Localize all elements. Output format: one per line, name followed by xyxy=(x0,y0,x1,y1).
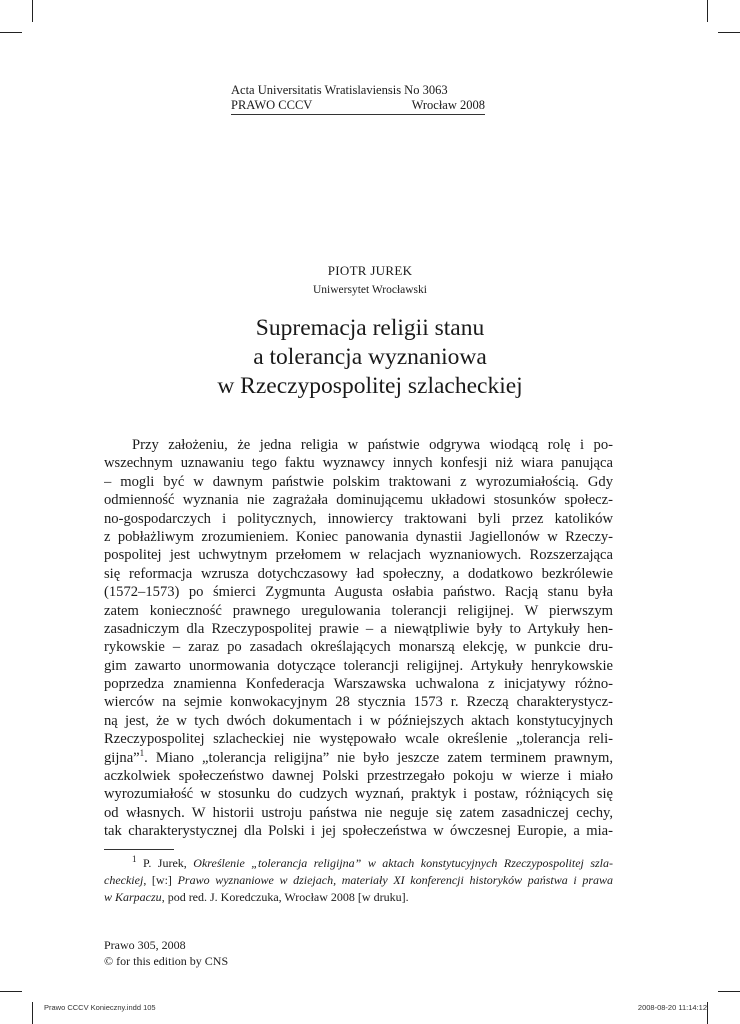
body-line: wierców na sejmie konwokacyjnym 28 stycznia 1573 r. Rzeczą charakterystycz- xyxy=(104,694,613,711)
body-line: zasadniczym dla Rzeczypospolitej prawie – a niewątpliwie były to Artykuły hen- xyxy=(104,620,613,637)
author-name: PIOTR JUREK xyxy=(327,263,413,278)
footnote-book: Prawo wyznaniowe w dziejach, materiały XI konferencji historyków państwa i prawa xyxy=(177,873,613,887)
series-name: PRAWO CCCV xyxy=(231,98,313,112)
running-header xyxy=(231,83,485,113)
crop-mark xyxy=(718,991,740,992)
footnote-author: P. Jurek, xyxy=(142,856,187,870)
footnote-line xyxy=(104,889,613,906)
body-line: od własnych. W historii ustroju państwa nie neguje się zatem zasadniczej cechy, xyxy=(104,804,613,821)
article-title xyxy=(0,314,740,401)
crop-mark xyxy=(707,0,708,22)
body-line: gim zawarto unormowania dotyczące tolerancji religijnej. Artykuły henrykowskie xyxy=(104,657,613,674)
title-line: a tolerancja wyznaniowa xyxy=(253,344,487,370)
footnote-reference[interactable]: 1 xyxy=(139,748,145,758)
crop-mark xyxy=(707,1002,708,1024)
footnote-book-cont: w Karpaczu xyxy=(104,890,162,904)
copyright-line: © for this edition by CNS xyxy=(104,954,229,968)
body-line: z pobłażliwym zrozumieniem. Koniec panowania dynastii Jagiellonów w Rzeczy- xyxy=(104,528,613,545)
place-year: Wrocław 2008 xyxy=(411,98,485,112)
body-line: zatem konieczność prawnego uregulowania tolerancji religijnej. W pierwszym xyxy=(104,602,613,619)
body-line: poprzedza znamienna Konfederacja Warszawska uchwalona z inicjatywy różno- xyxy=(104,676,613,693)
article-body xyxy=(104,436,613,841)
body-line-rest: . Miano „tolerancja religijna” nie było jeszcze zatem terminem prawnym, xyxy=(144,749,613,766)
copyright-block xyxy=(104,937,228,969)
body-line: wszechnym uznawaniu tego faktu wyznawcy innych konfesji niż wiara panująca xyxy=(104,455,613,472)
footnote-title: Określenie „tolerancja religijna” w aktach konstytucyjnych Rzeczypospolitej szla- xyxy=(193,856,614,870)
journal-line xyxy=(231,83,485,98)
journal-name: Acta Universitatis Wratislaviensis No 3063 xyxy=(231,83,448,97)
footnote-in: , [w:] xyxy=(143,873,172,887)
body-line: wyrozumiałość w stosunku do cudzych wyznań, praktyk i postaw, różniących się xyxy=(104,786,613,803)
body-line-with-footnote-ref xyxy=(104,749,613,767)
body-line: – mogli być w dawnym państwie polskim traktowani z wyrozumiałością. Gdy xyxy=(104,473,613,490)
author-affiliation: Uniwersytet Wrocławski xyxy=(313,284,427,296)
title-line: Supremacja religii stanu xyxy=(255,315,485,341)
body-line: Przy założeniu, że jedna religia w państwie odgrywa wiodącą rolę i po- xyxy=(132,437,613,453)
copyright-line: Prawo 305, 2008 xyxy=(104,938,186,952)
slug-file: Prawo CCCV Konieczny.indd 105 xyxy=(44,1003,156,1012)
crop-mark xyxy=(32,0,33,22)
body-line: się reformacja wzrusza dotychczasowy ład społeczny, a dodatkowo bezkrólewie xyxy=(104,565,613,582)
footnote-rest: , pod red. J. Koredczuka, Wrocław 2008 [w druku]. xyxy=(161,890,409,904)
body-line: Rzeczypospolitej szlacheckiej nie występowało wcale określenie „tolerancja reli- xyxy=(104,731,613,748)
body-line: odmienność wyznania nie zagrażała dominującemu układowi stosunków społecz- xyxy=(104,492,613,509)
body-line: no-gospodarczych i politycznych, innowiercy traktowani byli przez katolików xyxy=(104,510,613,527)
header-rule xyxy=(231,114,485,115)
body-line: tak charakterystycznej dla Polski i jej społeczeństwa w ówczesnej Europie, a mia- xyxy=(104,823,613,840)
footnote-title-cont: checkiej xyxy=(104,873,144,887)
footnote-line xyxy=(104,855,613,872)
footnote xyxy=(104,855,613,906)
title-line: w Rzeczypospolitej szlacheckiej xyxy=(217,373,523,399)
body-line: (1572–1573) po śmierci Zygmunta Augusta osłabia państwo. Racją stanu była xyxy=(104,584,613,601)
body-line-start: gijna” xyxy=(104,749,140,766)
crop-mark xyxy=(0,991,22,992)
series-line xyxy=(231,98,485,113)
footnote-line xyxy=(104,872,613,889)
crop-mark xyxy=(718,32,740,33)
body-line: ną jest, że w tych dwóch dokumentach i w późniejszych aktach konstytucyjnych xyxy=(104,712,613,729)
crop-mark xyxy=(0,32,22,33)
body-line: aczkolwiek społeczeństwo dawnej Polski przestrzegało pokoju w wierze i miało xyxy=(104,768,613,785)
footnote-marker: 1 xyxy=(132,854,137,864)
body-line: rykowskie – zaraz po zasadach określających monarszą elekcję, w punkcie dru- xyxy=(104,639,613,656)
footnote-rule xyxy=(104,849,174,850)
crop-mark xyxy=(32,1002,33,1024)
slug-timestamp: 2008-08-20 11:14:12 xyxy=(637,1003,707,1012)
body-line: pospolitej jest uchwytnym przełomem w relacjach wyznaniowych. Rozszerzająca xyxy=(104,547,613,564)
